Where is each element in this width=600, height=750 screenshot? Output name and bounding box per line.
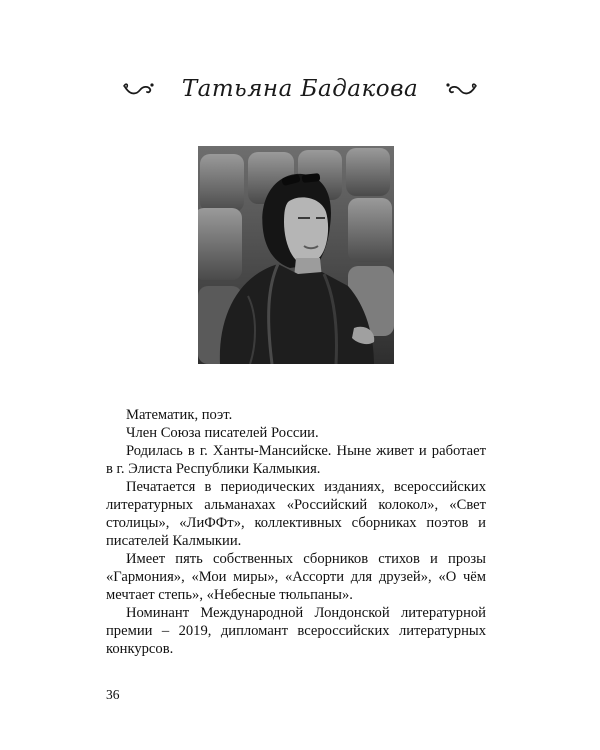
page-title: Татьяна Бадакова — [181, 76, 419, 102]
portrait-photo-icon — [198, 146, 394, 364]
paragraph: Печатается в периодических изданиях, всероссийских литературных альманахах «Российский колокол», «Свет столицы», «ЛиФФт», коллективных сборниках поэтов и писателей Калмыкии. — [106, 479, 486, 549]
paragraph: Имеет пять собственных сборников стихов и прозы «Гармония», «Мои миры», «Ассорти для друзей», «О чём мечтает степь», «Небесные тюльпаны». — [106, 551, 486, 603]
paragraph: Номинант Международной Лондонской литературной премии – 2019, дипломант всероссийских литературных конкурсов. — [106, 605, 486, 657]
left-ornament-icon — [122, 79, 156, 99]
page-header — [0, 72, 600, 106]
paragraph: Член Союза писателей России. — [126, 425, 319, 441]
page-number: 36 — [106, 687, 120, 702]
paragraph: Родилась в г. Ханты-Мансийске. Ныне живет и работает в г. Элиста Республики Калмыкия. — [106, 443, 486, 477]
paragraph: Математик, поэт. — [126, 407, 233, 423]
biography-text — [106, 406, 486, 658]
author-photo — [198, 146, 394, 364]
right-ornament-icon — [444, 79, 478, 99]
